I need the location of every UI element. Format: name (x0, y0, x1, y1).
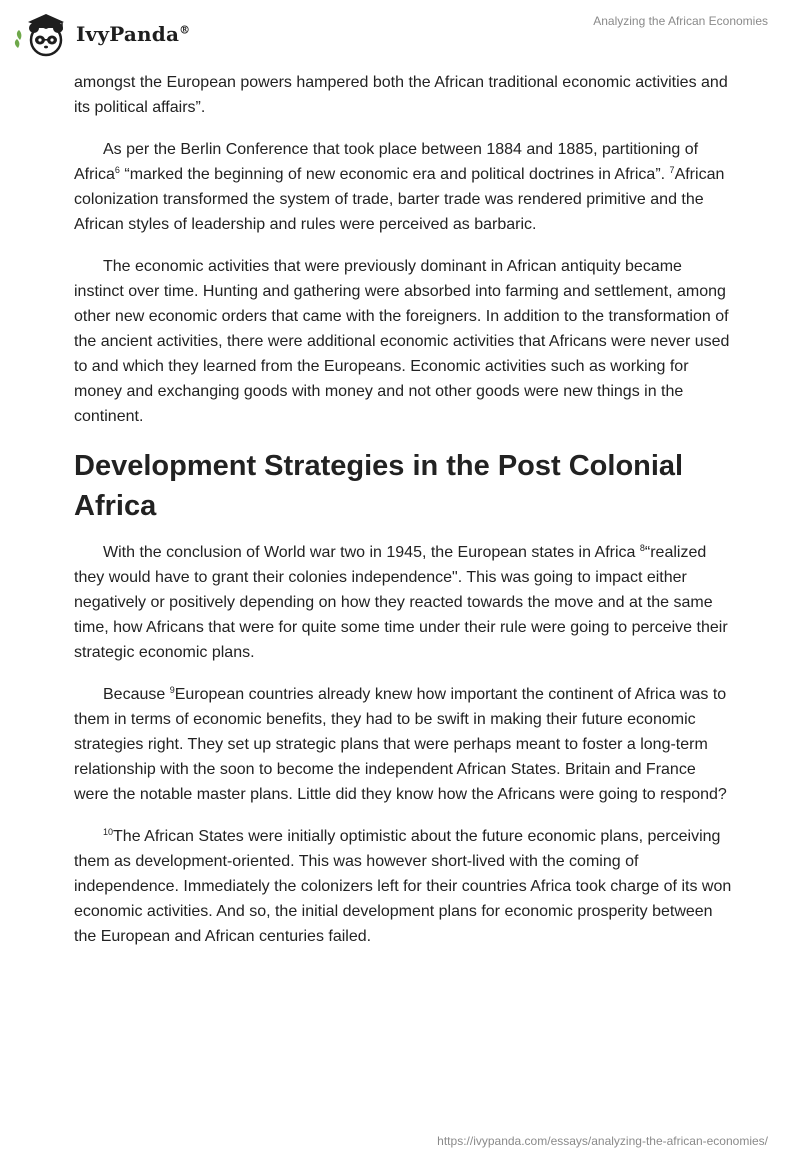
panda-graduate-icon (14, 10, 74, 58)
document-title: Analyzing the African Economies (593, 14, 768, 28)
footnote-ref-9[interactable]: 9 (169, 685, 175, 695)
brand-name: IvyPanda® (76, 22, 191, 46)
paragraph-3: With the conclusion of World war two in 1945, the European states in Africa $^8$“realized they would have to grant their colonies independence". This was going to impact either negatively or positively depending on how they reacted towards the move and at the same time, how Africans that were for quite some time under their rule were going to perceive their strategic economic plans. (74, 543, 728, 661)
section-heading: Development Strategies in the Post Colonial Africa (74, 450, 684, 522)
source-url[interactable]: https://ivypanda.com/essays/analyzing-the-african-economies/ (437, 1134, 768, 1148)
paragraph-5: $^{10}$The African States were initially optimistic about the future economic plans, perceiving them as development-oriented. This was however short-lived with the coming of independence. Immediately the colonizers left for their countries Africa took charge of its won economic activities. And so, the initial development plans for economic prosperity between the European and African centuries failed. (74, 827, 732, 945)
paragraph-4: Because $^9$European countries already knew how important the continent of Africa was to them in terms of economic benefits, they had to be swift in making their future economic strategies right. They set up strategic plans that were perhaps meant to foster a long-term relationship with the soon to become the independent African States. Britain and France were the notable master plans. Little did they know how the Africans were going to respond? (74, 685, 727, 803)
footnote-ref-10[interactable]: 10 (103, 827, 114, 837)
paragraph-2: The economic activities that were previously dominant in African antiquity became instinct over time. Hunting and gathering were absorbed into farming and settlement, among other new economic orders that came with the foreigners. In addition to the transformation of the ancient activities, there were additional economic activities that Africans were never used to and which they learned from the Europeans. Economic activities such as working for money and exchanging goods with money and not other goods were new things in the continent. (74, 258, 730, 425)
paragraph-0: amongst the European powers hampered both the African traditional economic activities and its political affairs”. (74, 74, 728, 116)
footnote-ref-8[interactable]: 8 (639, 543, 645, 553)
paragraph-1: As per the Berlin Conference that took place between 1884 and 1885, partitioning of Africa$^6$ “marked the beginning of new economic era and political doctrines in Africa”. $^7$African colonization transformed the system of trade, barter trade was rendered primitive and the African styles of leadership and rules were perceived as barbaric. (74, 141, 725, 233)
footnote-ref-7[interactable]: 7 (669, 165, 675, 175)
article-body (74, 70, 734, 966)
ivypanda-logo[interactable] (14, 10, 214, 58)
footnote-ref-6[interactable]: 6 (114, 165, 120, 175)
page-header (0, 0, 800, 70)
